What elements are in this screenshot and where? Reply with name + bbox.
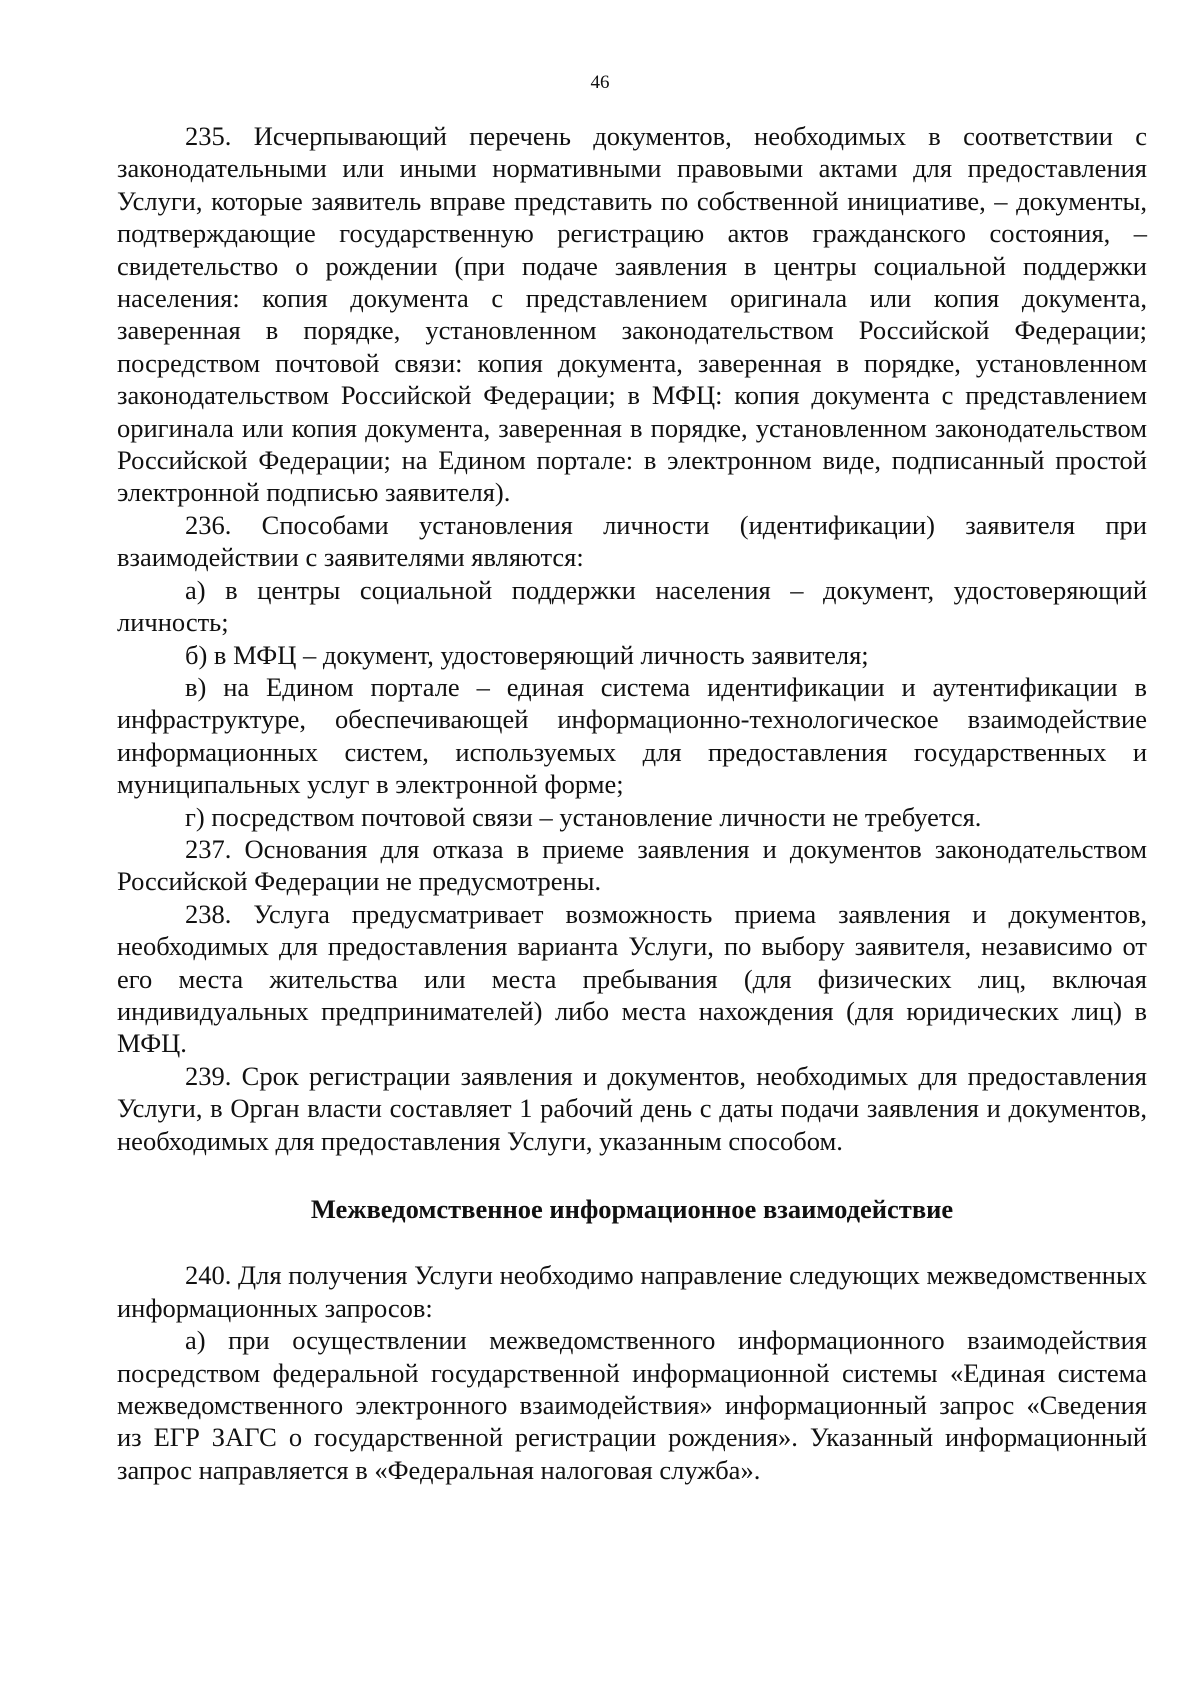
page-number: 46 <box>590 72 610 93</box>
document-body <box>117 120 1147 1486</box>
paragraph-239: 239. Срок регистрации заявления и документов, необходимых для предоставления Услуги, в Орган власти составляет 1 рабочий день с даты подачи заявления и документов, необходимых для предоставления Услуги, указанным способом. <box>117 1060 1147 1156</box>
paragraph-236-g: г) посредством почтовой связи – установление личности не требуется. <box>185 801 982 832</box>
section-heading: Межведомственное информационное взаимодействие <box>310 1194 954 1224</box>
paragraph-235: 235. Исчерпывающий перечень документов, необходимых в соответствии с законодательными или иными нормативными правовыми актами для предоставления Услуги, которые заявитель вправе представить по собственной инициативе, – документы, подтверждающие государственную регистрацию актов гражданского состояния, – свидетельство о рождении (при подаче заявления в центры социальной поддержки населения: копия документа с представлением оригинала или копия документа, заверенная в порядке, установленном законодательством Российской Федерации; посредством почтовой связи: копия документа, заверенная в порядке, установленном законодательством Российской Федерации; в МФЦ: копия документа с представлением оригинала или копия документа, заверенная в порядке, установленном законодательством Российской Федерации; на Едином портале: в электронном виде, подписанный простой электронной подписью заявителя). <box>117 121 1147 508</box>
paragraph-238: 238. Услуга предусматривает возможность приема заявления и документов, необходимых для предоставления варианта Услуги, по выбору заявителя, независимо от его места жительства или места пребывания (для физических лиц, включая индивидуальных предпринимателей) либо места нахождения (для юридических лиц) в МФЦ. <box>117 898 1147 1059</box>
paragraph-236: 236. Способами установления личности (идентификации) заявителя при взаимодействии с заявителями являются: <box>117 509 1147 573</box>
paragraph-240: 240. Для получения Услуги необходимо направление следующих межведомственных информационных запросов: <box>117 1260 1147 1323</box>
paragraph-236-v: в) на Едином портале – единая система идентификации и аутентификации в инфраструктуре, обеспечивающей информационно-технологическое взаимодействие информационных систем, используемых для предоставления государственных и муниципальных услуг в электронной форме; <box>117 671 1147 800</box>
paragraph-236-a: а) в центры социальной поддержки населения – документ, удостоверяющий личность; <box>117 574 1147 638</box>
paragraph-236-b: б) в МФЦ – документ, удостоверяющий личность заявителя; <box>185 639 869 670</box>
paragraph-240-a: а) при осуществлении межведомственного информационного взаимодействия посредством федеральной государственной информационной системы «Единая система межведомственного электронного взаимодействия» информационный запрос «Сведения из ЕГР ЗАГС о государственной регистрации рождения». Указанный информационный запрос направляется в «Федеральная налоговая служба». <box>117 1325 1147 1485</box>
paragraph-237: 237. Основания для отказа в приеме заявления и документов законодательством Российской Федерации не предусмотрены. <box>117 833 1147 897</box>
